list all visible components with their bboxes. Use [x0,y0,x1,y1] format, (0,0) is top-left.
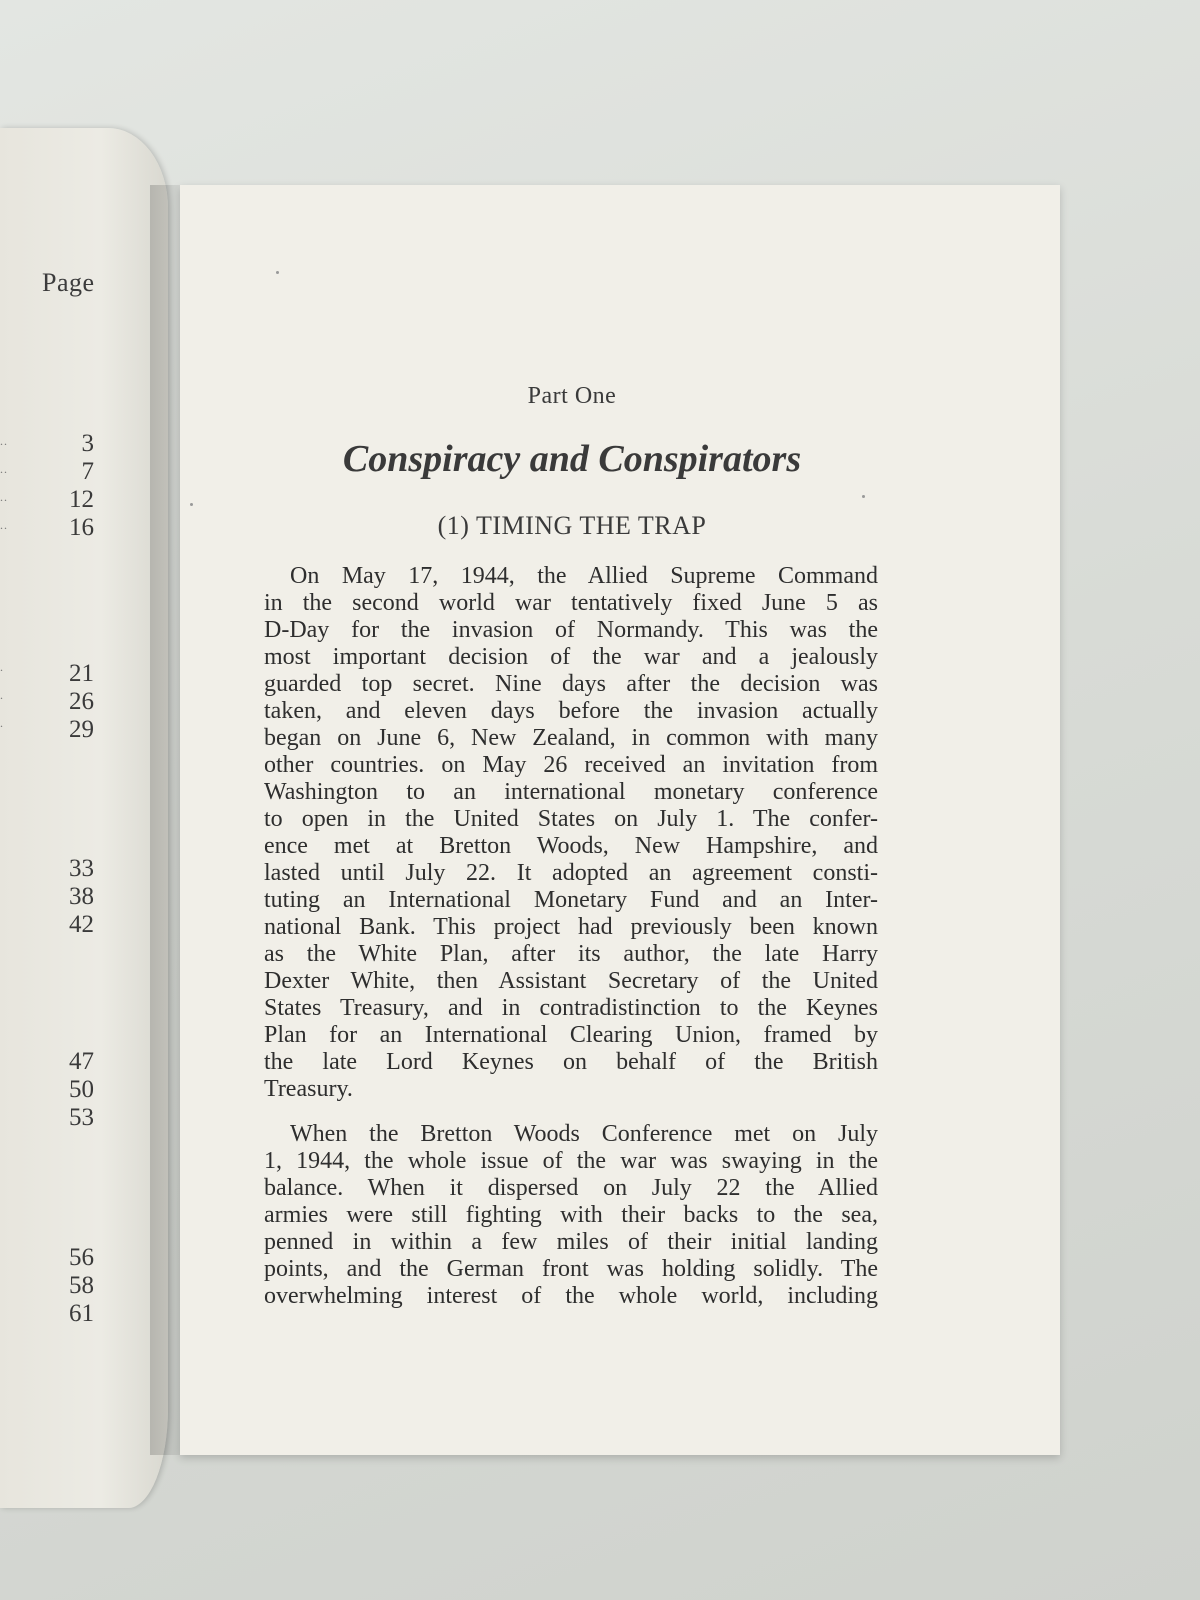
toc-page-number: 38 [69,883,94,910]
toc-page-number: 53 [69,1104,94,1131]
body-text-line: the late Lord Keynes on behalf of the British [264,1049,878,1075]
body-text-line: Treasury. [264,1076,353,1102]
body-text-line: On May 17, 1944, the Allied Supreme Command [290,563,878,589]
body-text-line: lasted until July 22. It adopted an agreement consti- [264,860,878,886]
toc-page-number: 29 [69,716,94,743]
body-text-line: armies were still fighting with their backs to the sea, [264,1202,878,1228]
toc-page-number: 56 [69,1244,94,1271]
body-text-line: D-Day for the invasion of Normandy. This was the [264,617,878,643]
toc-page-number: 61 [69,1300,94,1327]
toc-page-number: 21 [69,660,94,687]
toc-leader: . [0,688,4,702]
toc-leader: . [0,660,4,674]
toc-page-number: 16 [69,514,94,541]
body-text-line: penned in within a few miles of their initial landing [264,1229,878,1255]
body-text-line: other countries. on May 26 received an invitation from [264,752,878,778]
body-text-line: ence met at Bretton Woods, New Hampshire, and [264,833,878,859]
toc-leader: .. [0,518,8,532]
toc-page-number: 42 [69,911,94,938]
body-text-line: guarded top secret. Nine days after the decision was [264,671,878,697]
body-text-line: tuting an International Monetary Fund and an Inter- [264,887,878,913]
body-text-line: balance. When it dispersed on July 22 the Allied [264,1175,878,1201]
toc-page-number: 47 [69,1048,94,1075]
paper-speck [862,495,865,498]
body-text-line: Plan for an International Clearing Union, framed by [264,1022,878,1048]
body-text-line: most important decision of the war and a jealously [264,644,878,670]
toc-page-number: 50 [69,1076,94,1103]
toc-page-number: 33 [69,855,94,882]
toc-leader: .. [0,490,8,504]
part-label: Part One [527,383,617,409]
body-text-line: national Bank. This project had previously been known [264,914,878,940]
body-text-line: taken, and eleven days before the invasion actually [264,698,878,724]
toc-page-number: 58 [69,1272,94,1299]
toc-leader: .. [0,434,8,448]
body-text-line: to open in the United States on July 1. The confer- [264,806,878,832]
body-text-line: in the second world war tentatively fixed June 5 as [264,590,878,616]
body-text-line: States Treasury, and in contradistinction to the Keynes [264,995,878,1021]
body-text-line: overwhelming interest of the whole world, including [264,1283,878,1309]
section-title: (1) TIMING THE TRAP [437,511,707,540]
paper-speck [190,503,193,506]
chapter-title: Conspiracy and Conspirators [342,438,802,480]
body-text-line: 1, 1944, the whole issue of the war was swaying in the [264,1148,878,1174]
body-text-line: points, and the German front was holding solidly. The [264,1256,878,1282]
body-text-line: began on June 6, New Zealand, in common with many [264,725,878,751]
toc-leader: . [0,716,4,730]
toc-page-heading: Page [42,268,95,297]
right-page [180,185,1060,1455]
toc-leader: .. [0,462,8,476]
body-text-line: Dexter White, then Assistant Secretary of the United [264,968,878,994]
toc-page-number: 7 [81,458,94,485]
body-text-line: When the Bretton Woods Conference met on July [290,1121,878,1147]
paper-speck [276,271,279,274]
body-text-line: Washington to an international monetary conference [264,779,878,805]
toc-page-number: 26 [69,688,94,715]
toc-page-number: 3 [81,430,94,457]
body-text-line: as the White Plan, after its author, the late Harry [264,941,878,967]
toc-page-number: 12 [69,486,94,513]
